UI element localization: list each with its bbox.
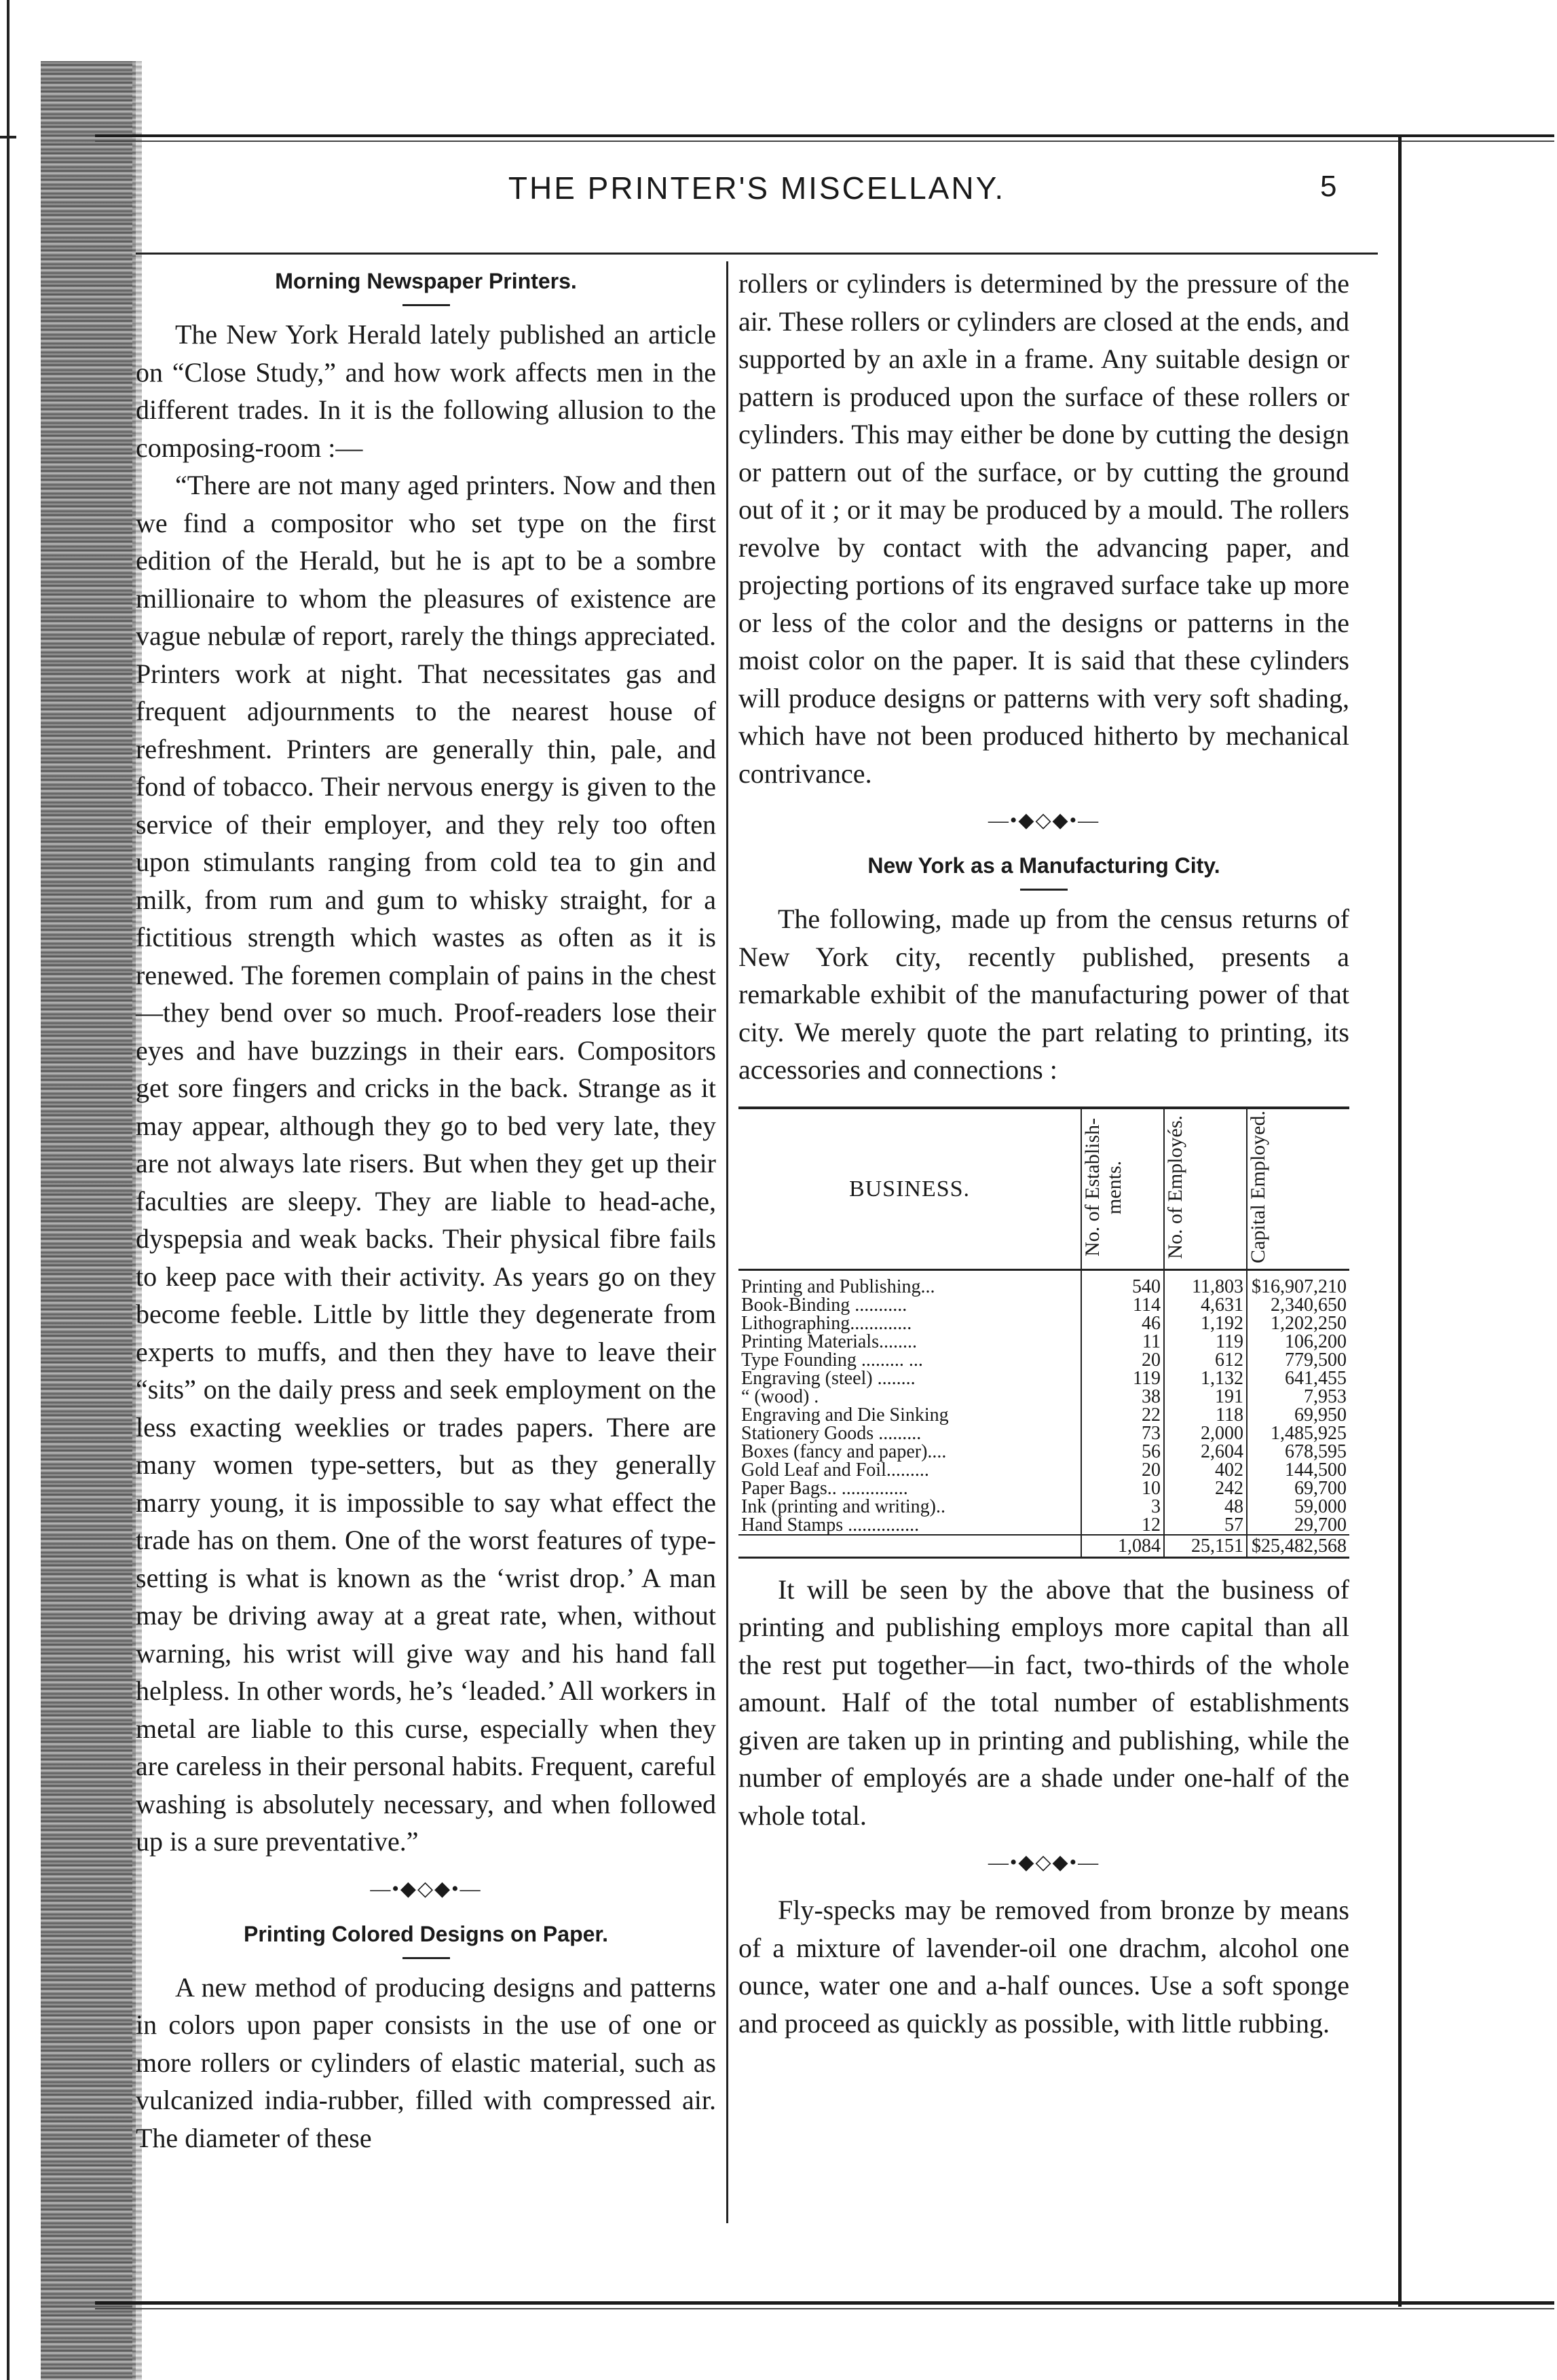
article-paragraph-continued: rollers or cylinders is determined by the pressure of the air. These rollers or cylinders are closed at the ends, and supported by an axle in a frame. Any suitable design or pattern is produced upon the surface of these rollers or cylinders. This may either be done by cutting the design or pattern out of the surface, or by cutting the ground out of it ; or it may be produced by a mould. The rollers revolve by contact with the advancing paper, and projecting portions of its engraved surface take up more or less of the color and the designs or patterns in the moist color on the paper. It is said that these cylinders will produce designs or patterns with very soft shading, which have not been produced hitherto by mechanical contrivance.	[738, 268, 1349, 789]
row-business: Stationery Goods .........	[741, 1422, 922, 1444]
row-employes: 57	[1164, 1516, 1247, 1535]
row-establishments: 20	[1081, 1351, 1164, 1369]
row-capital: 69,950	[1247, 1406, 1349, 1424]
row-employes: 11,803	[1164, 1269, 1247, 1296]
row-employes: 612	[1164, 1351, 1247, 1369]
row-employes: 2,000	[1164, 1424, 1247, 1443]
header-employes-label: No. of Employés.	[1164, 1115, 1186, 1259]
row-business: Boxes (fancy and paper)....	[741, 1440, 947, 1462]
row-establishments: 12	[1081, 1516, 1164, 1535]
article-paragraph: “There are not many aged printers. Now and then we find a compositor who set type on the first edition of the Herald, but he is apt to be a sombre millionaire to whom the pleasures of existence are vague nebulæ of report, rarely the things appreciated. Printers work at night. That necessitates gas and frequent adjournments to the nearest house of refreshment. Printers are generally thin, pale, and fond of tobacco. Their nervous energy is given to the service of their employer, and they rely too often upon stimulants ranging from cold tea to gin and milk, from rum and gum to whisky straight, for a fictitious strength which wastes as often as it is renewed. The foremen complain of pains in the chest—they bend over so much. Proof-readers lose their eyes and have buzzings in their ears. Compositors get sore fingers and cricks in the back. Strange as it may appear, although they go to bed very late, they are not always late risers. But when they get up their faculties are sleepy. They are liable to head-ache, dyspepsia and weak backs. Their physical fibre fails to keep pace with their activity. As years go on they become feeble. Little by little they degenerate from experts to muffs, and then they have to leave their “sits” on the daily press and seek employment on the less exacting weeklies or trades papers. There are many women type-setters, but as they generally marry young, it is impossible to say what effect the trade has on them. One of the worst features of type-setting is what is known as the ‘wrist drop.’ A man may be driving away at a great rate, when, without warning, his wrist will give way and his hand fall helpless. In other words, he’s ‘leaded.’ All workers in metal are liable to this curse, especially when they are careless in their personal habits. Frequent, careful washing is absolutely necessary, and when followed up is a sure preventative.”	[136, 470, 716, 1857]
table-row	[738, 1424, 1349, 1443]
table-row	[738, 1388, 1349, 1406]
article-paragraph: It will be seen by the above that the business of printing and publishing employs more capital than all the rest put together—in fact, two-thirds of the whole amount. Half of the total number of establishments given are taken up in printing and publishing, while the number of employés are a shade under one-half of the whole total.	[738, 1574, 1349, 1831]
row-business: Hand Stamps ...............	[741, 1514, 920, 1536]
column-rule	[726, 261, 728, 2223]
row-employes: 242	[1164, 1479, 1247, 1498]
census-table	[738, 1107, 1349, 1559]
heading-rule	[402, 304, 450, 306]
left-column	[136, 265, 716, 2157]
row-employes: 119	[1164, 1333, 1247, 1351]
header-business: BUSINESS.	[738, 1108, 1081, 1270]
row-capital: 144,500	[1247, 1461, 1349, 1479]
article-paragraph: The New York Herald lately published an article on “Close Study,” and how work affects men in the different trades. In it is the following allusion to the composing-room :—	[136, 319, 716, 463]
header-establishments-label: No. of Establish-ments.	[1081, 1117, 1125, 1257]
row-employes: 4,631	[1164, 1296, 1247, 1314]
row-business: Ink (printing and writing)..	[741, 1495, 945, 1517]
row-business: Type Founding ......... ...	[741, 1349, 923, 1371]
row-establishments: 3	[1081, 1498, 1164, 1516]
article-paragraph: Fly-specks may be removed from bronze by means of a mixture of lavender-oil one drachm, alcohol one ounce, water one and a-half ounces. Use a soft sponge and proceed as quickly as possible, with little rubbing.	[738, 1895, 1349, 2039]
article-heading-new-york: New York as a Manufacturing City.	[867, 853, 1220, 878]
row-capital: 779,500	[1247, 1351, 1349, 1369]
row-capital: 29,700	[1247, 1516, 1349, 1535]
row-business: Paper Bags.. ..............	[741, 1477, 908, 1499]
scan-edge-line	[7, 0, 10, 2380]
row-business: Gold Leaf and Foil.........	[741, 1459, 929, 1481]
row-business: Printing and Publishing...	[741, 1276, 935, 1297]
table-row	[738, 1369, 1349, 1388]
row-business: Lithographing.............	[741, 1312, 912, 1334]
row-employes: 118	[1164, 1406, 1247, 1424]
row-capital: 2,340,650	[1247, 1296, 1349, 1314]
article-paragraph: The following, made up from the census returns of New York city, recently published, presents a remarkable exhibit of the manufacturing power of that city. We merely quote the part relating to printing, its accessories and connections :	[738, 904, 1349, 1085]
table-row	[738, 1479, 1349, 1498]
row-establishments: 73	[1081, 1424, 1164, 1443]
row-employes: 402	[1164, 1461, 1247, 1479]
page-frame-bottom	[95, 2301, 1554, 2305]
right-column	[738, 265, 1349, 2042]
manufacturing-table	[738, 1107, 1349, 1559]
total-label	[738, 1535, 1081, 1558]
section-ornament: —•◆◇◆•—	[370, 1877, 482, 1900]
header-employes	[1164, 1108, 1247, 1270]
heading-rule	[402, 1957, 450, 1959]
running-head: THE PRINTER'S MISCELLANY.	[508, 170, 1006, 206]
article-heading-colored: Printing Colored Designs on Paper.	[244, 1921, 608, 1946]
total-capital: $25,482,568	[1247, 1535, 1349, 1558]
scan-edge-mark	[0, 136, 16, 138]
row-establishments: 540	[1081, 1269, 1164, 1296]
row-employes: 1,132	[1164, 1369, 1247, 1388]
row-establishments: 20	[1081, 1461, 1164, 1479]
article-paragraph: A new method of producing designs and patterns in colors upon paper consists in the use of one or more rollers or cylinders of elastic material, such as vulcanized india-rubber, filled with compressed air. The diameter of these	[136, 1971, 716, 2153]
table-total-row	[738, 1535, 1349, 1558]
row-capital: 1,485,925	[1247, 1424, 1349, 1443]
row-employes: 191	[1164, 1388, 1247, 1406]
article-heading-morning: Morning Newspaper Printers.	[275, 269, 577, 293]
row-employes: 2,604	[1164, 1443, 1247, 1461]
row-employes: 1,192	[1164, 1314, 1247, 1333]
row-business: Printing Materials........	[741, 1331, 917, 1352]
row-capital: 106,200	[1247, 1333, 1349, 1351]
row-capital: 641,455	[1247, 1369, 1349, 1388]
header-rule	[136, 253, 1378, 255]
row-establishments: 114	[1081, 1296, 1164, 1314]
section-ornament: —•◆◇◆•—	[988, 1851, 1100, 1874]
total-establishments: 1,084	[1081, 1535, 1164, 1558]
section-ornament: —•◆◇◆•—	[988, 809, 1100, 832]
table-row	[738, 1443, 1349, 1461]
header-capital	[1247, 1108, 1349, 1270]
row-capital: 7,953	[1247, 1388, 1349, 1406]
row-employes: 48	[1164, 1498, 1247, 1516]
table-header-row	[738, 1108, 1349, 1270]
row-business: “ (wood) .	[741, 1386, 819, 1407]
row-establishments: 22	[1081, 1406, 1164, 1424]
table-row	[738, 1516, 1349, 1535]
row-capital: 1,202,250	[1247, 1314, 1349, 1333]
table-row	[738, 1461, 1349, 1479]
page-number: 5	[1320, 170, 1337, 203]
row-capital: 69,700	[1247, 1479, 1349, 1498]
header-establishments	[1081, 1108, 1164, 1270]
row-capital: 678,595	[1247, 1443, 1349, 1461]
row-capital: $16,907,210	[1247, 1269, 1349, 1296]
row-establishments: 56	[1081, 1443, 1164, 1461]
row-establishments: 10	[1081, 1479, 1164, 1498]
book-binding-strip	[41, 61, 136, 2380]
row-establishments: 46	[1081, 1314, 1164, 1333]
row-business: Book-Binding ...........	[741, 1294, 907, 1316]
row-capital: 59,000	[1247, 1498, 1349, 1516]
table-row	[738, 1406, 1349, 1424]
page-frame-bottom-inner	[95, 2308, 1554, 2309]
row-establishments: 38	[1081, 1388, 1164, 1406]
row-establishments: 119	[1081, 1369, 1164, 1388]
table-row	[738, 1269, 1349, 1296]
header-capital-label: Capital Employed.	[1247, 1111, 1269, 1263]
page-frame-top-inner	[95, 141, 1554, 142]
table-body	[738, 1269, 1349, 1557]
table-row	[738, 1333, 1349, 1351]
page-frame-right	[1398, 134, 1402, 2307]
row-establishments: 11	[1081, 1333, 1164, 1351]
row-business: Engraving and Die Sinking	[741, 1404, 949, 1426]
page-frame-top	[95, 134, 1554, 137]
row-business: Engraving (steel) ........	[741, 1367, 916, 1389]
heading-rule	[1020, 889, 1068, 891]
table-row	[738, 1314, 1349, 1333]
table-row	[738, 1351, 1349, 1369]
table-row	[738, 1296, 1349, 1314]
table-row	[738, 1498, 1349, 1516]
total-employes: 25,151	[1164, 1535, 1247, 1558]
